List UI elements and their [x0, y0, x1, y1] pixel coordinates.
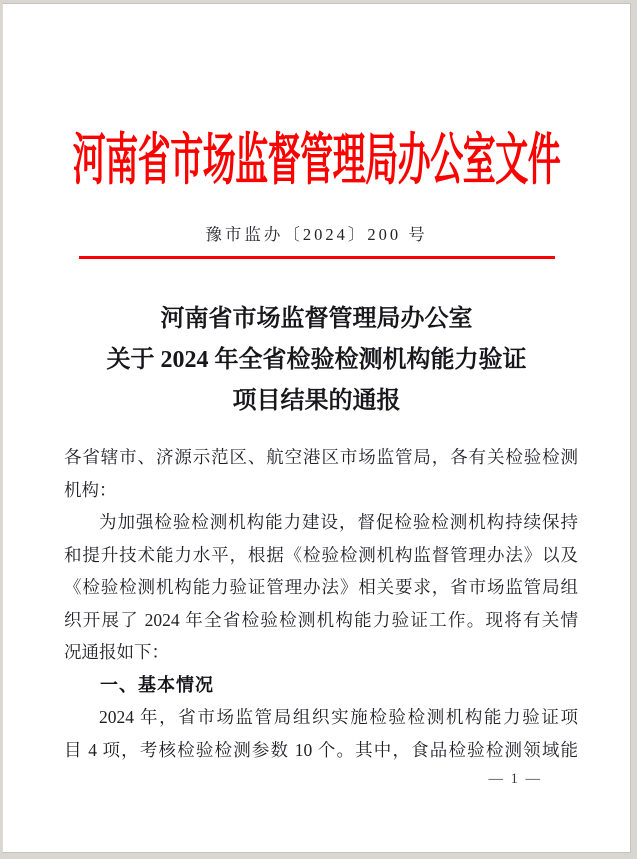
salutation-line-1: 各省辖市、济源示范区、航空港区市场监管局，各有关检验检测	[64, 447, 578, 467]
document-title-line-3: 项目结果的通报	[232, 388, 401, 414]
paragraph-1-line-3: 《检验检测机构能力验证管理办法》相关要求，省市场监管局组	[64, 577, 578, 597]
document-body	[3, 441, 630, 766]
document-number: 豫市监办〔2024〕200 号	[205, 225, 428, 244]
red-header-banner	[3, 124, 630, 200]
page-number: — 1 —	[488, 771, 542, 787]
document-title	[3, 299, 630, 422]
salutation-line-2: 机构：	[64, 479, 117, 500]
document-page	[2, 3, 631, 853]
section-heading-basic-situation: 一、基本情况	[100, 674, 214, 695]
paragraph-2-line-1: 2024 年，省市场监管局组织实施检验检测机构能力验证项	[99, 707, 578, 727]
paragraph-1-line-1: 为加强检验检测机构能力建设，督促检验检测机构持续保持	[99, 512, 578, 532]
red-divider-rule	[79, 256, 555, 259]
document-title-line-1: 河南省市场监督管理局办公室	[160, 306, 473, 332]
paragraph-2-line-2: 目 4 项，考核检验检测参数 10 个。其中，食品检验检测领域能	[64, 739, 578, 760]
agency-banner-title: 河南省市场监督管理局办公室文件	[72, 131, 561, 193]
paragraph-1-line-2: 和提升技术能力水平，根据《检验检测机构监督管理办法》以及	[64, 544, 578, 565]
document-title-line-2: 关于 2024 年全省检验检测机构能力验证	[106, 347, 527, 373]
paragraph-1-line-4: 织开展了 2024 年全省检验检测机构能力验证工作。现将有关情	[64, 609, 578, 630]
paragraph-1-line-5: 况通报如下：	[64, 642, 169, 662]
